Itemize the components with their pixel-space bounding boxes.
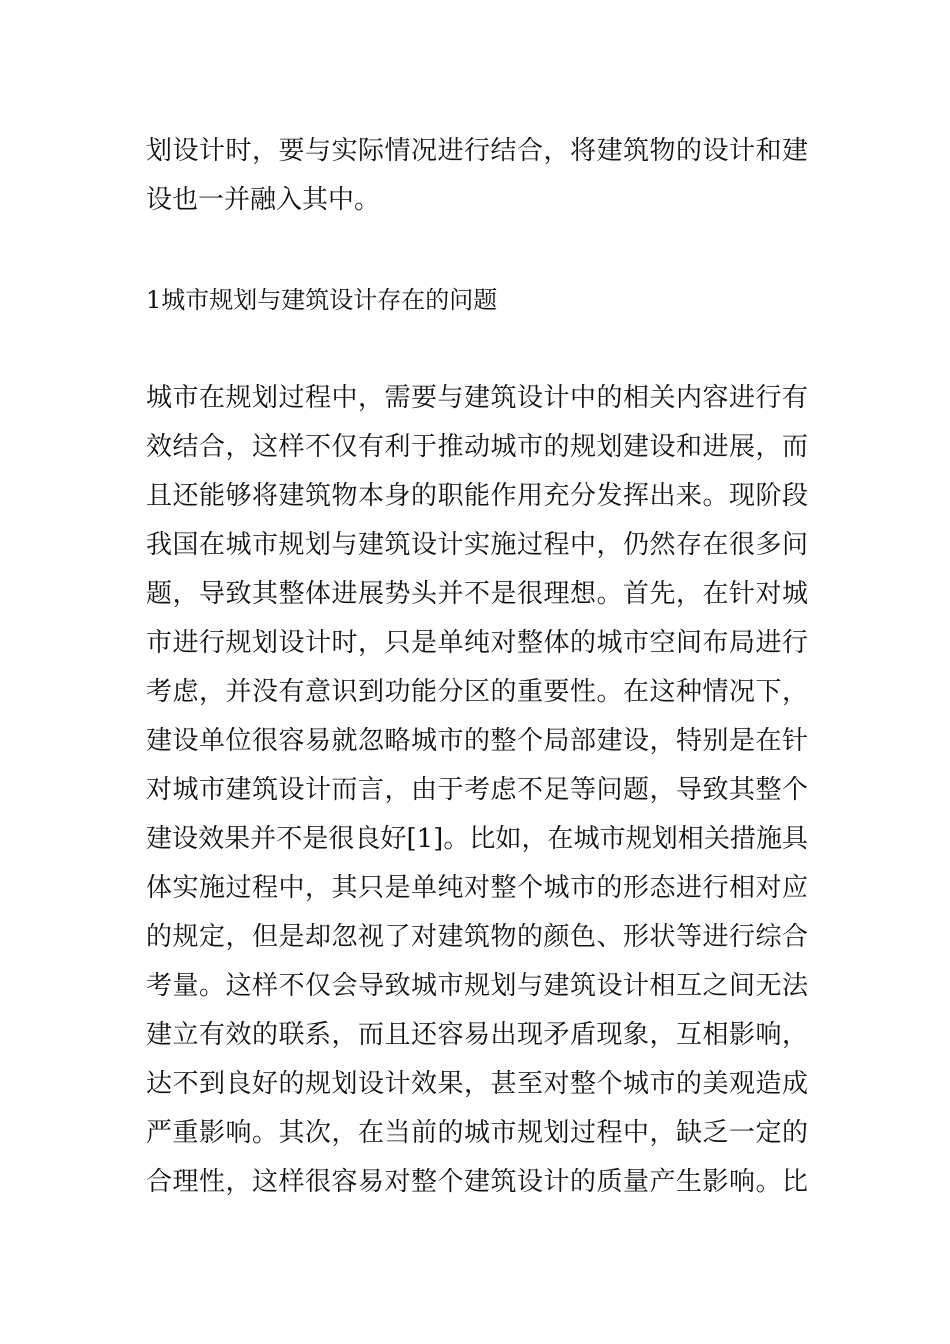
paragraph-line: 效结合，这样不仅有利于推动城市的规划建设和进展，而 [146,432,808,462]
paragraph-line: 体实施过程中，其只是单纯对整个城市的形态进行相对应 [146,873,808,903]
paragraph-line: 建设效果并不是很良好[1]。比如，在城市规划相关措施具 [146,824,808,854]
paragraph-line: 考量。这样不仅会导致城市规划与建筑设计相互之间无法 [146,971,808,1001]
paragraph-line: 我国在城市规划与建筑设计实施过程中，仍然存在很多问 [146,530,808,560]
paragraph-line: 且还能够将建筑物本身的职能作用充分发挥出来。现阶段 [146,481,808,511]
paragraph-line: 对城市建筑设计而言，由于考虑不足等问题，导致其整个 [146,775,808,805]
intro-line: 设也一并融入其中。 [146,185,381,215]
paragraph-line: 合理性，这样很容易对整个建筑设计的质量产生影响。比 [146,1167,808,1197]
paragraph-line: 严重影响。其次，在当前的城市规划过程中，缺乏一定的 [146,1118,808,1148]
paragraph-line: 建设单位很容易就忽略城市的整个局部建设，特别是在针 [146,726,808,756]
intro-line: 划设计时，要与实际情况进行结合，将建筑物的设计和建 [146,136,808,166]
section-heading: 1城市规划与建筑设计存在的问题 [146,286,498,314]
paragraph-line: 题，导致其整体进展势头并不是很理想。首先，在针对城 [146,579,808,609]
paragraph-line: 城市在规划过程中，需要与建筑设计中的相关内容进行有 [146,383,808,413]
paragraph-line: 的规定，但是却忽视了对建筑物的颜色、形状等进行综合 [146,922,808,952]
paragraph-line: 考虑，并没有意识到功能分区的重要性。在这种情况下， [146,677,808,707]
paragraph-line: 达不到良好的规划设计效果，甚至对整个城市的美观造成 [146,1069,808,1099]
paragraph-line: 市进行规划设计时，只是单纯对整体的城市空间布局进行 [146,628,808,658]
paragraph-line: 建立有效的联系，而且还容易出现矛盾现象，互相影响， [146,1020,808,1050]
